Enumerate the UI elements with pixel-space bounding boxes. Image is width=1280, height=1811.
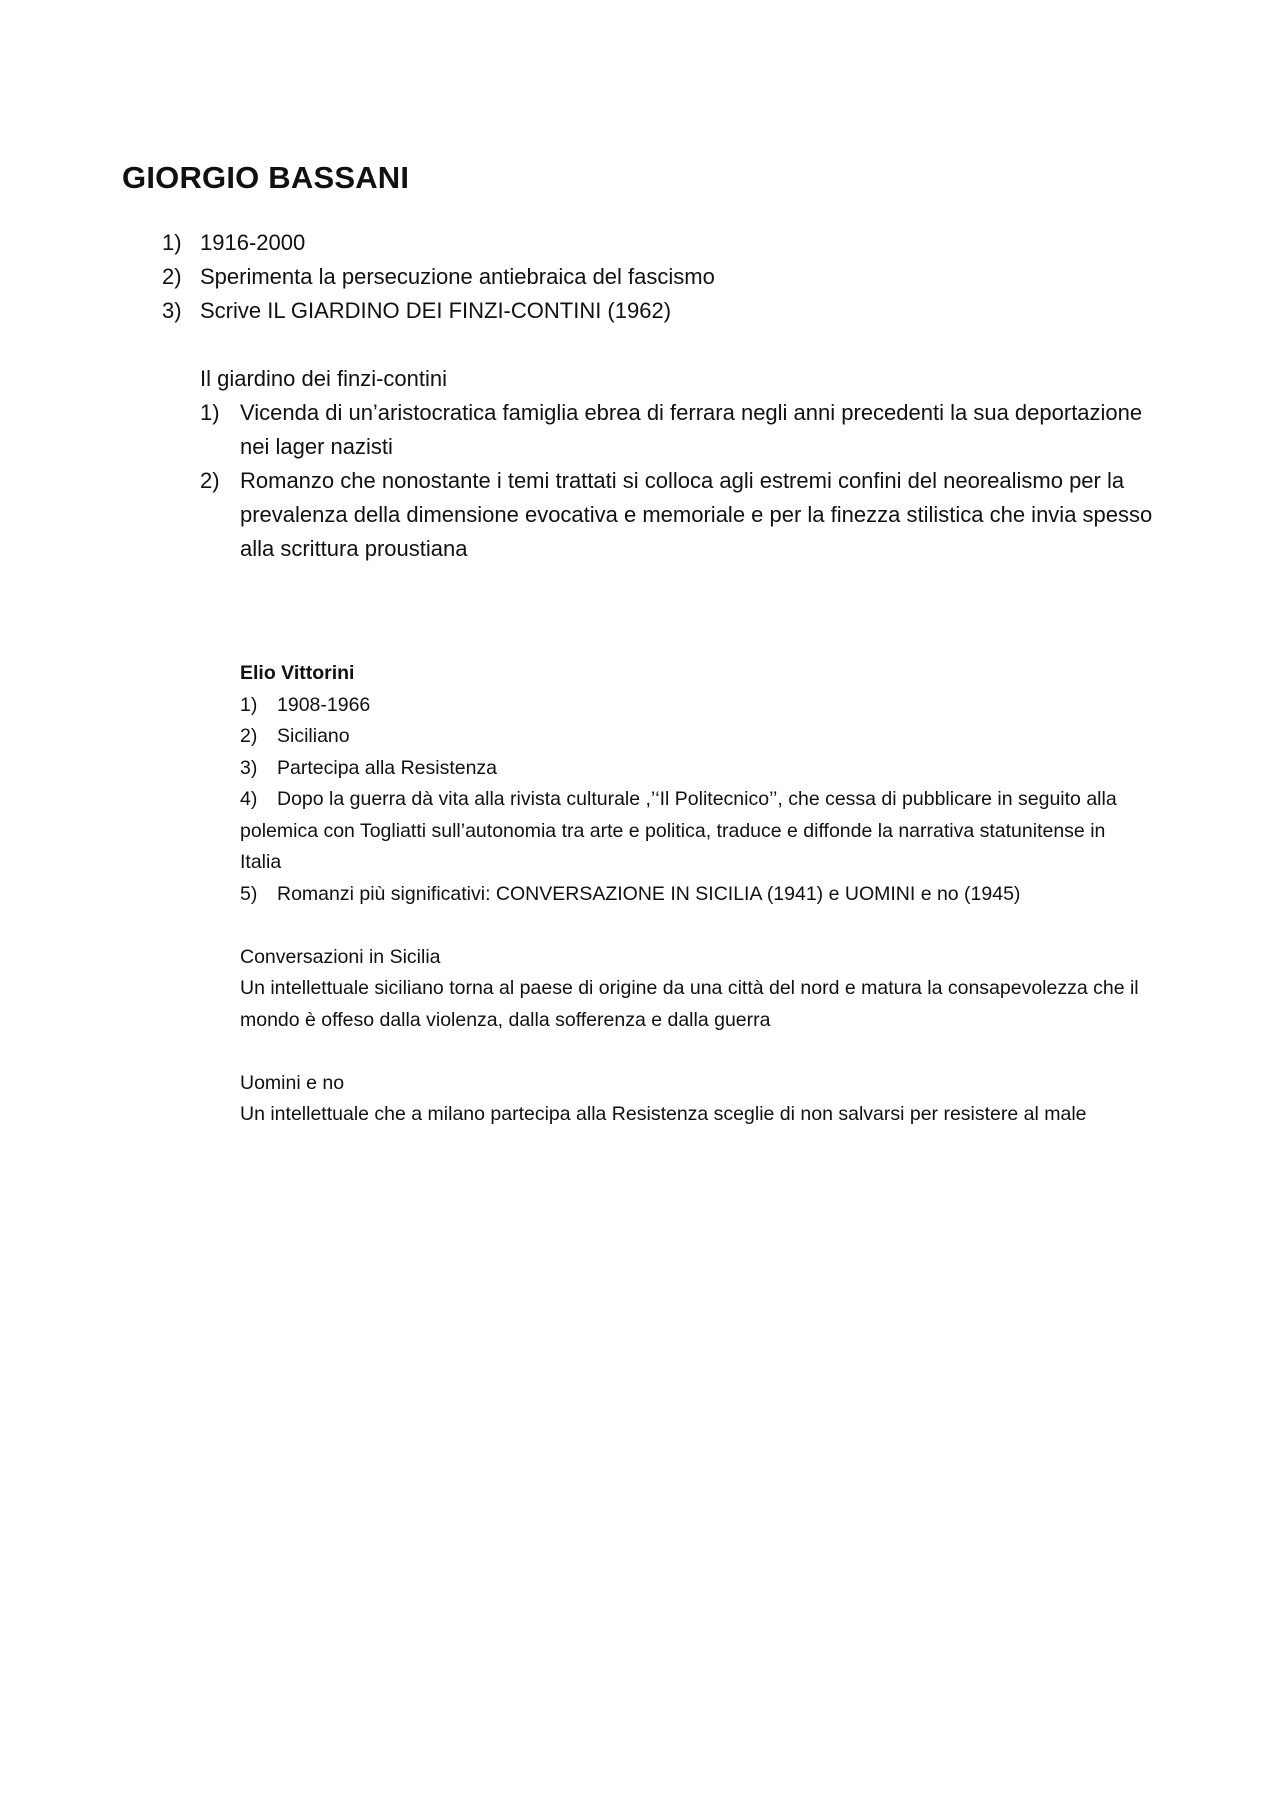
list-item-text: Partecipa alla Resistenza (277, 756, 498, 779)
list-number: 4) (240, 788, 258, 810)
list-item-text: Romanzi più significativi: CONVERSAZIONE IN SICILIA (1941) e UOMINI e no (1945) (277, 882, 1021, 905)
list-item (162, 226, 715, 260)
list-item (162, 294, 715, 328)
list-number: 1) (200, 400, 220, 425)
list-item (240, 753, 1140, 785)
list-item-text: Dopo la guerra dà vita alla rivista culturale ,’‘Il Politecnico’’, che cessa di pubblicare in seguito alla polemica con Togliatti sull’autonomia tra arte e politica, traduce e diffonde la narrativa statunitense in Italia (240, 788, 1117, 873)
conversazione-text: Un intellettuale siciliano torna al paese di origine da una città del nord e matura la consapevolezza che il mondo è offeso dalla violenza, dalla sofferenza e dalla guerra (240, 977, 1139, 1031)
spacer (240, 1036, 1140, 1068)
list-number: 3) (240, 756, 258, 779)
list-number: 1) (162, 230, 182, 255)
list-item-text: 1916-2000 (200, 230, 306, 255)
list-number: 5) (240, 882, 258, 905)
list-item-text: Romanzo che nonostante i temi trattati si colloca agli estremi confini del neorealismo per la prevalenza della dimensione evocativa e memoriale e per la finezza stilistica che invia spesso alla scrittura proustiana (240, 468, 1153, 561)
list-item (240, 721, 1140, 753)
vittorini-heading: Elio Vittorini (240, 662, 355, 684)
vittorini-section (240, 658, 1140, 1131)
list-item-text: Vicenda di un’aristocratica famiglia ebrea di ferrara negli anni precedenti la sua deportazione nei lager nazisti (240, 400, 1143, 459)
list-item (162, 260, 715, 294)
list-number: 3) (162, 298, 182, 323)
list-item (240, 690, 1140, 722)
list-item (240, 879, 1140, 911)
page-title: GIORGIO BASSANI (122, 160, 410, 195)
list-number: 2) (240, 725, 258, 747)
list-item-text: Scrive IL GIARDINO DEI FINZI-CONTINI (1962) (200, 298, 672, 323)
list-item-text: 1908-1966 (277, 693, 371, 716)
list-item-text: Siciliano (277, 725, 350, 747)
uomini-text: Un intellettuale che a milano partecipa alla Resistenza sceglie di non salvarsi per resistere al male (240, 1103, 1087, 1125)
list-item (200, 396, 1160, 464)
list-number: 1) (240, 693, 258, 716)
list-item-text: Sperimenta la persecuzione antiebraica del fascismo (200, 264, 715, 289)
novel-heading: Il giardino dei finzi-contini (200, 366, 448, 391)
bassani-bio-list (162, 226, 715, 328)
list-number: 2) (162, 264, 182, 289)
list-item (240, 784, 1140, 879)
list-number: 2) (200, 468, 220, 493)
novel-points-list (200, 396, 1160, 566)
uomini-heading: Uomini e no (240, 1071, 345, 1094)
list-item (200, 464, 1160, 566)
spacer (240, 910, 1140, 942)
conversazione-heading: Conversazioni in Sicilia (240, 945, 441, 968)
vittorini-points-list (240, 690, 1140, 911)
